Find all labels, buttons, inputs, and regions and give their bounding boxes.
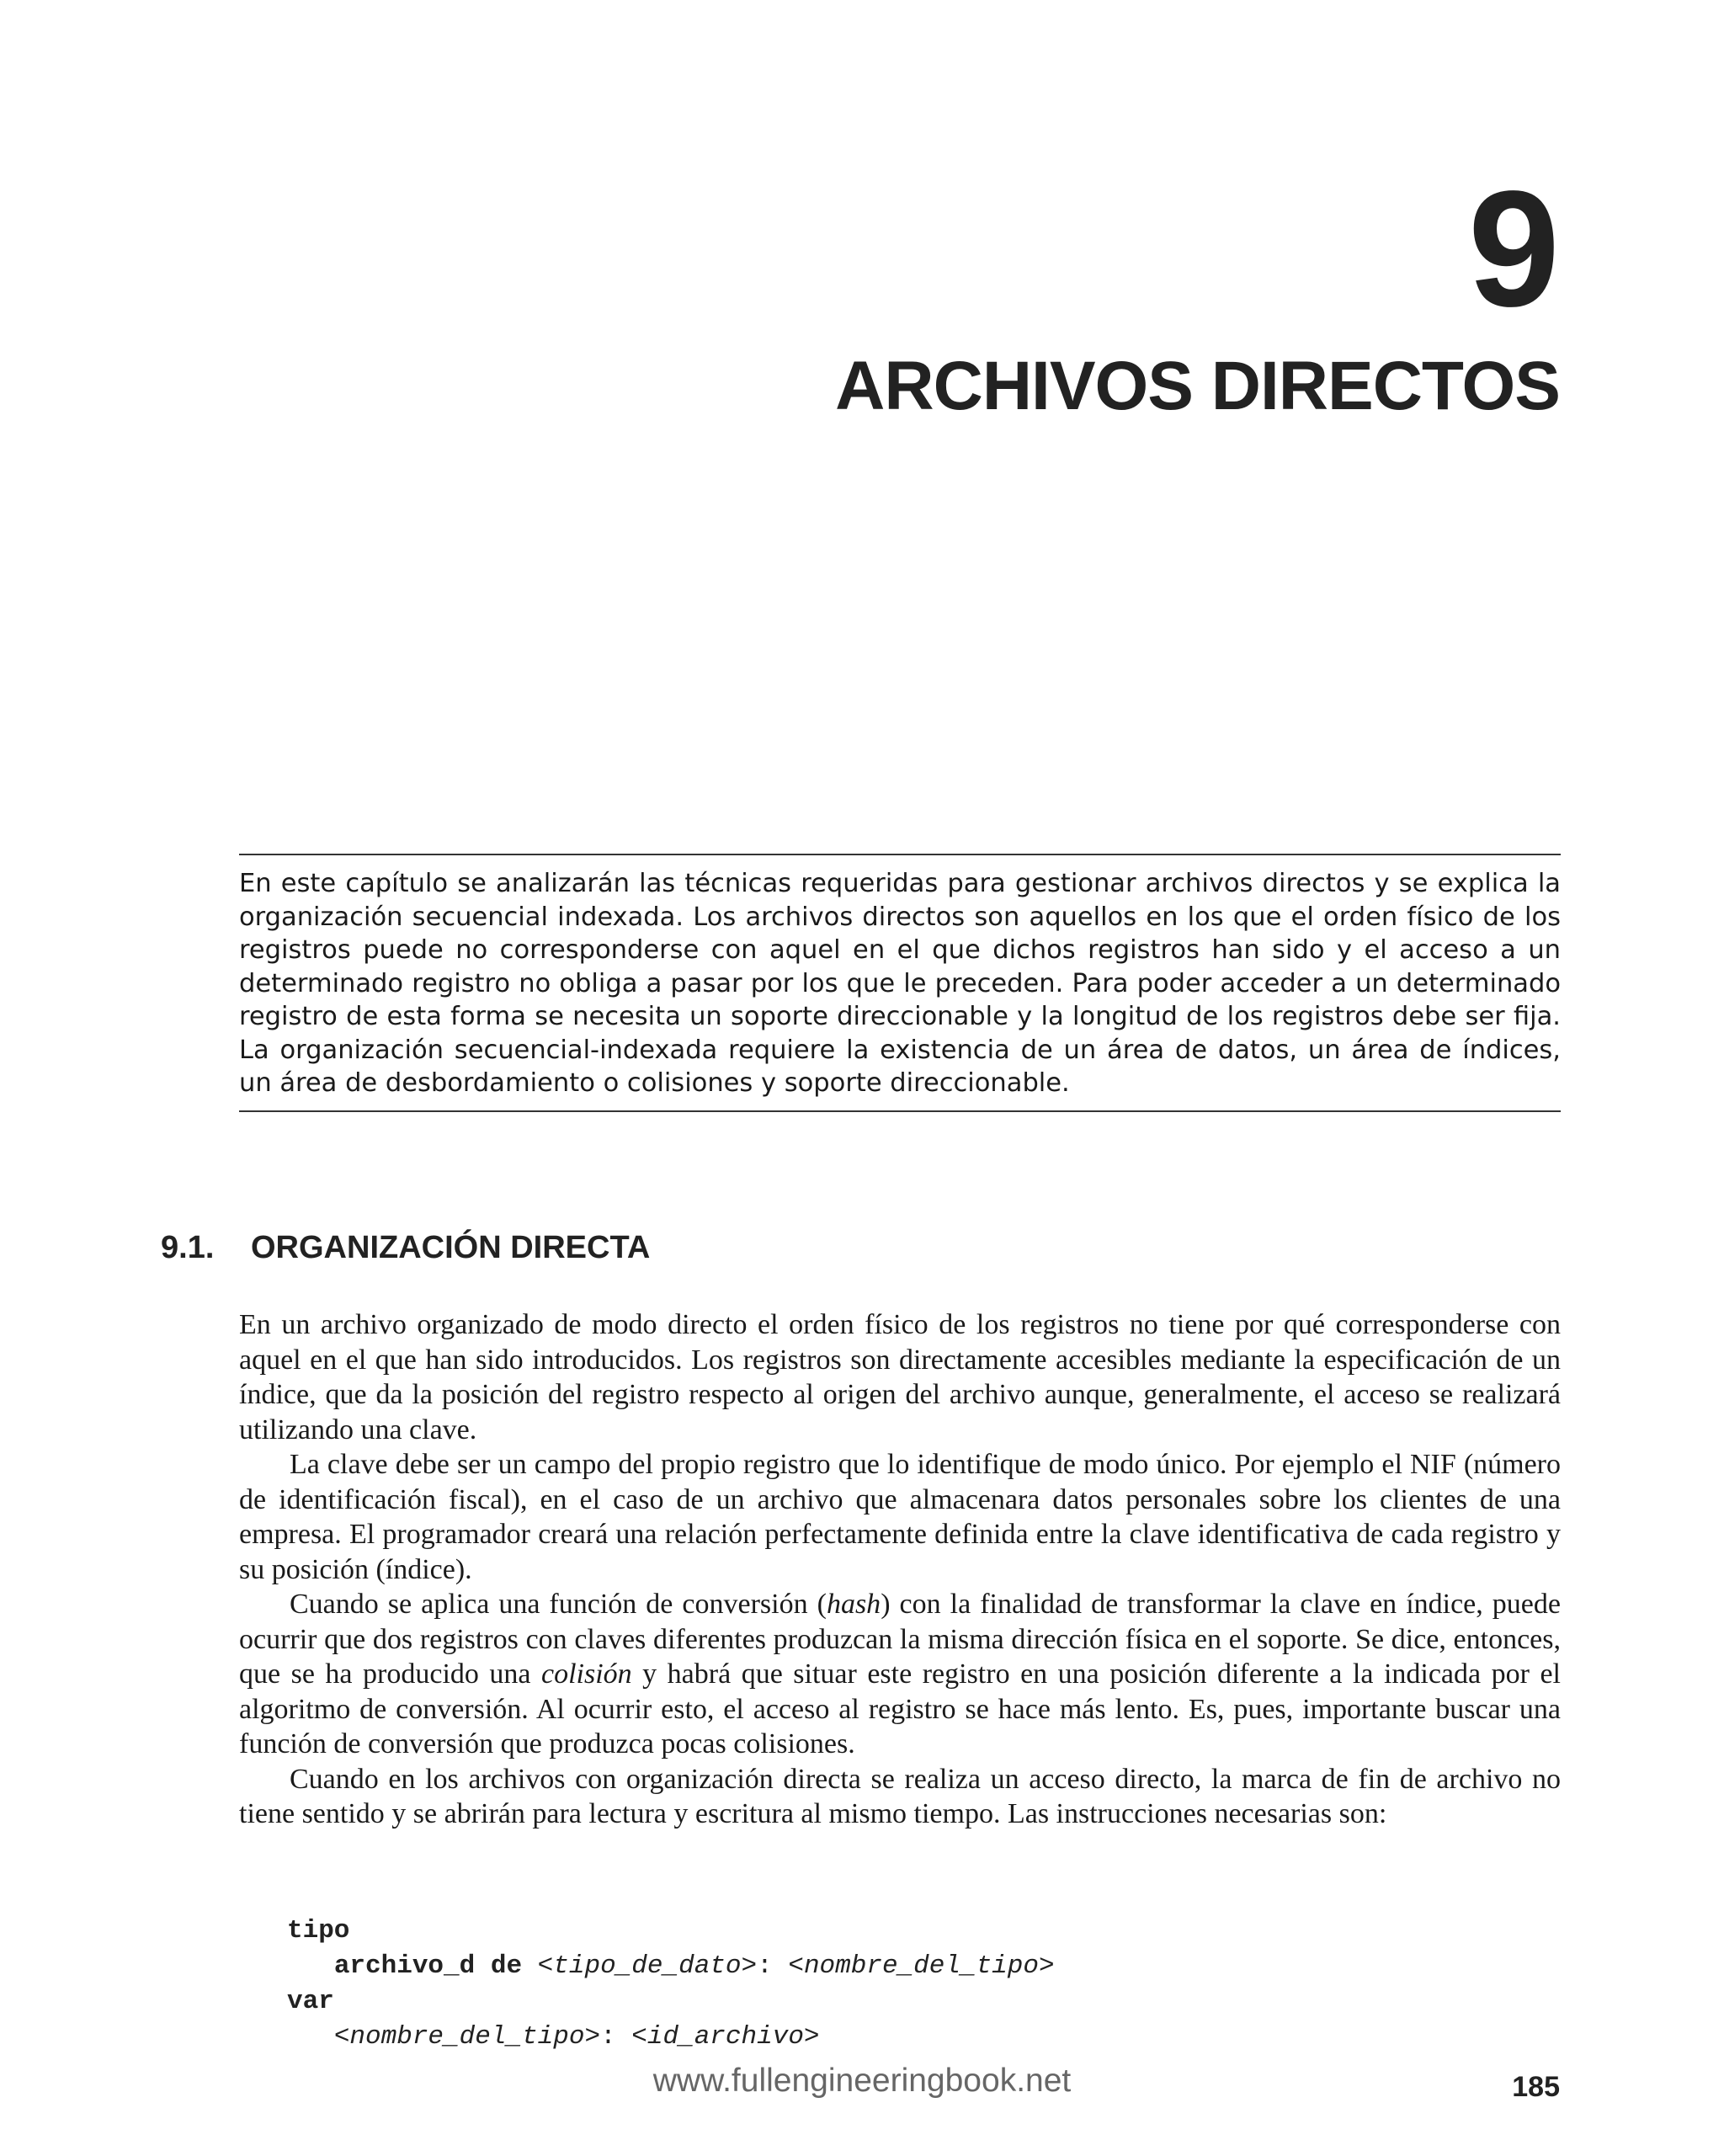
footer-url: www.fullengineeringbook.net bbox=[652, 2063, 1072, 2099]
code-colon: : bbox=[600, 2022, 616, 2052]
paragraph-3 bbox=[239, 1587, 1561, 1762]
code-keyword-tipo: tipo bbox=[287, 1916, 350, 1946]
paragraph-3-part-c: y habrá que situar este registro en una posición diferente a la indicada por el algoritmo de conversión. Al ocurrir esto, el acceso al registro se hace más lento. Es, pues, importante buscar una función de conversión que produzca pocas colisiones. bbox=[239, 1658, 1561, 1759]
code-name-placeholder: <nombre_del_tipo> bbox=[788, 1951, 1055, 1981]
code-colon: : bbox=[757, 1951, 773, 1981]
colision-term: colisión bbox=[541, 1658, 632, 1690]
hash-term: hash bbox=[826, 1589, 881, 1620]
chapter-abstract bbox=[239, 854, 1561, 1112]
chapter-number: 9 bbox=[1467, 157, 1560, 341]
chapter-title: ARCHIVOS DIRECTOS bbox=[835, 348, 1560, 424]
paragraph-3-part-b: ) con la finalidad de transformar la clave en índice, puede ocurrir que dos registros con claves diferentes produzcan la misma dirección física en el soporte. Se dice, entonces, que se ha producido una bbox=[239, 1589, 1561, 1690]
code-keyword-var: var bbox=[287, 1987, 334, 2016]
paragraph-2: La clave debe ser un campo del propio registro que lo identifique de modo único. Por ejemplo el NIF (número de identificación fiscal), en el caso de un archivo que almacenara datos personales sobre los clientes de una empresa. El programador creará una relación perfectamente definida entre la clave identificativa de cada registro y su posición (índice). bbox=[239, 1449, 1561, 1585]
code-var-type-placeholder: <nombre_del_tipo> bbox=[333, 2022, 601, 2052]
section-body bbox=[239, 1307, 1561, 1832]
section-heading bbox=[161, 1232, 650, 1264]
section-number: 9.1. bbox=[161, 1230, 215, 1265]
code-type-placeholder: <tipo_de_dato> bbox=[537, 1951, 758, 1981]
code-id-placeholder: <id_archivo> bbox=[631, 2022, 820, 2052]
abstract-text: En este capítulo se analizarán las técnicas requeridas para gestionar archivos directos y se explica la organización secuencial indexada. Los archivos directos son aquellos en los que el orden físico de los registros puede no corresponderse con aquel en el que dichos registros han sido y el acceso a un determinado registro no obliga a pasar por los que le preceden. Para poder acceder a un determinado registro de esta forma se necesita un soporte direccionable y la longitud de los registros debe ser fija. La organización secuencial-indexada requiere la existencia de un área de datos, un área de índices, un área de desbordamiento o colisiones y soporte direccionable. bbox=[239, 869, 1561, 1098]
code-keyword-archivo-d: archivo_d de bbox=[333, 1951, 523, 1981]
code-block bbox=[287, 1914, 1055, 2055]
page-number: 185 bbox=[1512, 2071, 1560, 2103]
paragraph-4: Cuando en los archivos con organización directa se realiza un acceso directo, la marca de fin de archivo no tiene sentido y se abrirán para lectura y escritura al mismo tiempo. Las instrucciones necesarias son: bbox=[239, 1763, 1561, 1829]
paragraph-3-part-a: Cuando se aplica una función de conversión ( bbox=[290, 1589, 827, 1620]
paragraph-1: En un archivo organizado de modo directo el orden físico de los registros no tiene por qué corresponderse con aquel en el que han sido introducidos. Los registros son directamente accesibles mediante la especificación de un índice, que da la posición del registro respecto al origen del archivo aunque, generalmente, el acceso se realizará utilizando una clave. bbox=[239, 1309, 1561, 1445]
section-title: ORGANIZACIÓN DIRECTA bbox=[251, 1230, 651, 1265]
